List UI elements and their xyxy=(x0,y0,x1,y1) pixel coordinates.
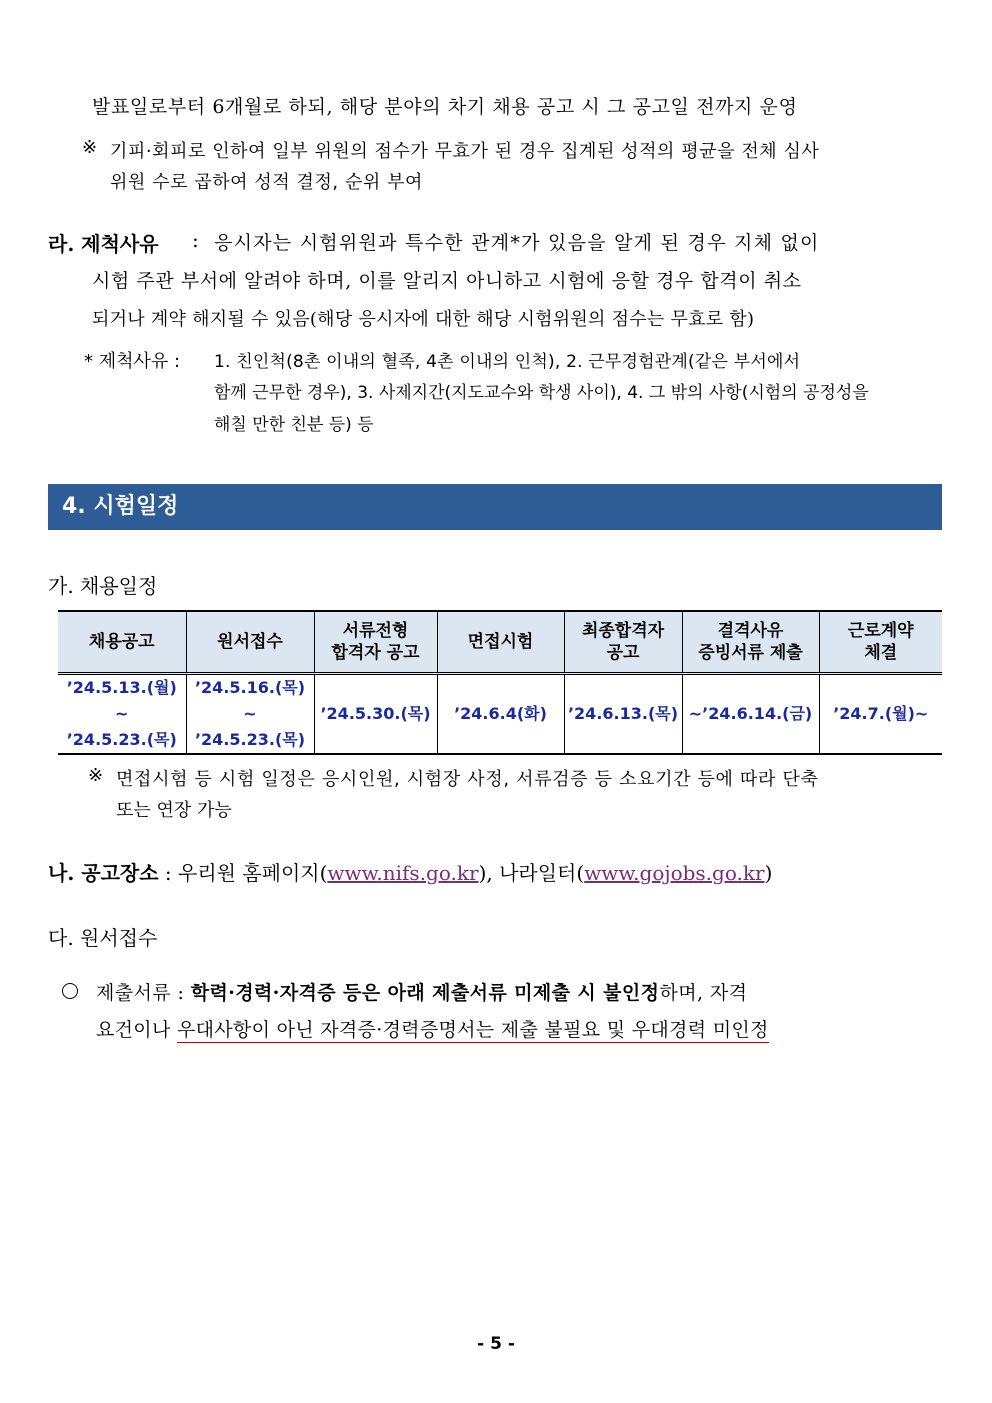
header-disqualification-docs: 결격사유 증빙서류 제출 xyxy=(682,611,819,674)
date-application: ’24.5.16.(목) ~ ’24.5.23.(목) xyxy=(186,674,314,755)
section-na-text-3: ) xyxy=(764,861,773,885)
section-ra-footnote-line-2: 함께 근무한 경우), 3. 사제지간(지도교수와 학생 사이), 4. 그 밖의 사항(시험의 공정성을 xyxy=(214,383,869,403)
section-na-label: 나. 공고장소 xyxy=(48,861,159,885)
bullet-circle-icon xyxy=(62,983,78,999)
intro-note-mark: ※ xyxy=(82,137,98,158)
da-item-line2-prefix: 요건이나 xyxy=(96,1019,171,1041)
da-item-line-2 xyxy=(96,1015,769,1042)
da-item-line-1 xyxy=(96,978,747,1005)
header-contract: 근로계약 체결 xyxy=(819,611,942,674)
date-final-result: ’24.6.13.(목) xyxy=(564,674,682,755)
section-4-header: 4. 시험일정 xyxy=(48,484,942,530)
da-item-label: 제출서류 : xyxy=(96,982,185,1004)
section-ra-label: 라. 제척사유 xyxy=(48,232,159,256)
date-contract: ’24.7.(월)~ xyxy=(833,704,929,723)
table-note-line-2: 또는 연장 가능 xyxy=(116,800,232,821)
subsection-ga-title: 가. 채용일정 xyxy=(48,574,158,598)
intro-note-line-1: 기피·회피로 인하여 일부 위원의 점수가 무효가 된 경우 집계된 성적의 평균을 전체 심사 xyxy=(110,141,820,162)
section-na xyxy=(48,857,772,886)
date-disqualification-docs: ~’24.6.14.(금) xyxy=(682,674,819,755)
intro-note-line-2: 위원 수로 곱하여 성적 결정, 순위 부여 xyxy=(110,172,423,193)
table-note-line-1: 면접시험 등 시험 일정은 응시인원, 시험장 사정, 서류검증 등 소요기간 등에 따라 단축 xyxy=(116,769,819,790)
section-ra-line-1: 응시자는 시험위원과 특수한 관계*가 있음을 알게 된 경우 지체 없이 xyxy=(214,232,820,254)
section-ra-footnote-line-3: 해칠 만한 친분 등) 등 xyxy=(214,415,374,435)
nifs-homepage-link[interactable]: www.nifs.go.kr xyxy=(327,861,479,885)
table-note-mark: ※ xyxy=(88,765,104,786)
header-recruit-notice: 채용공고 xyxy=(58,611,186,674)
section-ra-footnote-label: * 제척사유 : xyxy=(84,351,181,372)
section-ra-footnote-line-1: 1. 친인척(8촌 이내의 혈족, 4촌 이내의 인척), 2. 근무경험관계(같은 부서에서 xyxy=(214,352,801,372)
section-ra-line-3: 되거나 계약 해지될 수 있음(해당 응시자에 대한 해당 시험위원의 점수는 무효로 함) xyxy=(92,309,755,330)
subsection-da-title: 다. 원서접수 xyxy=(48,926,158,950)
schedule-date-row xyxy=(58,674,942,755)
gojobs-link[interactable]: www.gojobs.go.kr xyxy=(584,861,765,885)
schedule-header-row xyxy=(58,611,942,674)
section-na-text-2: ), 나라일터( xyxy=(478,861,585,885)
da-item-line2-underlined: 우대사항이 아닌 자격증·경력증명서는 제출 불필요 및 우대경력 미인정 xyxy=(176,1019,769,1041)
date-recruit-notice: ’24.5.13.(월) ~ ’24.5.23.(목) xyxy=(58,674,186,755)
header-application: 원서접수 xyxy=(186,611,314,674)
header-document-result: 서류전형 합격자 공고 xyxy=(314,611,437,674)
header-interview: 면접시험 xyxy=(437,611,564,674)
intro-line-1: 발표일로부터 6개월로 하되, 해당 분야의 차기 채용 공고 시 그 공고일 전까지 운영 xyxy=(92,96,798,118)
page-number: - 5 - xyxy=(477,1334,515,1354)
date-interview: ’24.6.4(화) xyxy=(437,674,564,755)
section-ra-colon: : xyxy=(192,228,199,252)
schedule-table xyxy=(58,610,942,755)
section-na-text-1: 우리원 홈페이지( xyxy=(178,861,328,885)
date-document-result: ’24.5.30.(목) xyxy=(314,674,437,755)
header-final-result: 최종합격자 공고 xyxy=(564,611,682,674)
section-ra-line-2: 시험 주관 부서에 알려야 하며, 이를 알리지 아니하고 시험에 응할 경우 합격이 취소 xyxy=(92,270,802,292)
section-na-colon: : xyxy=(164,861,172,885)
da-item-bold: 학력·경력·자격증 등은 아래 제출서류 미제출 시 불인정 xyxy=(190,982,660,1004)
da-item-rest: 하며, 자격 xyxy=(659,982,748,1004)
